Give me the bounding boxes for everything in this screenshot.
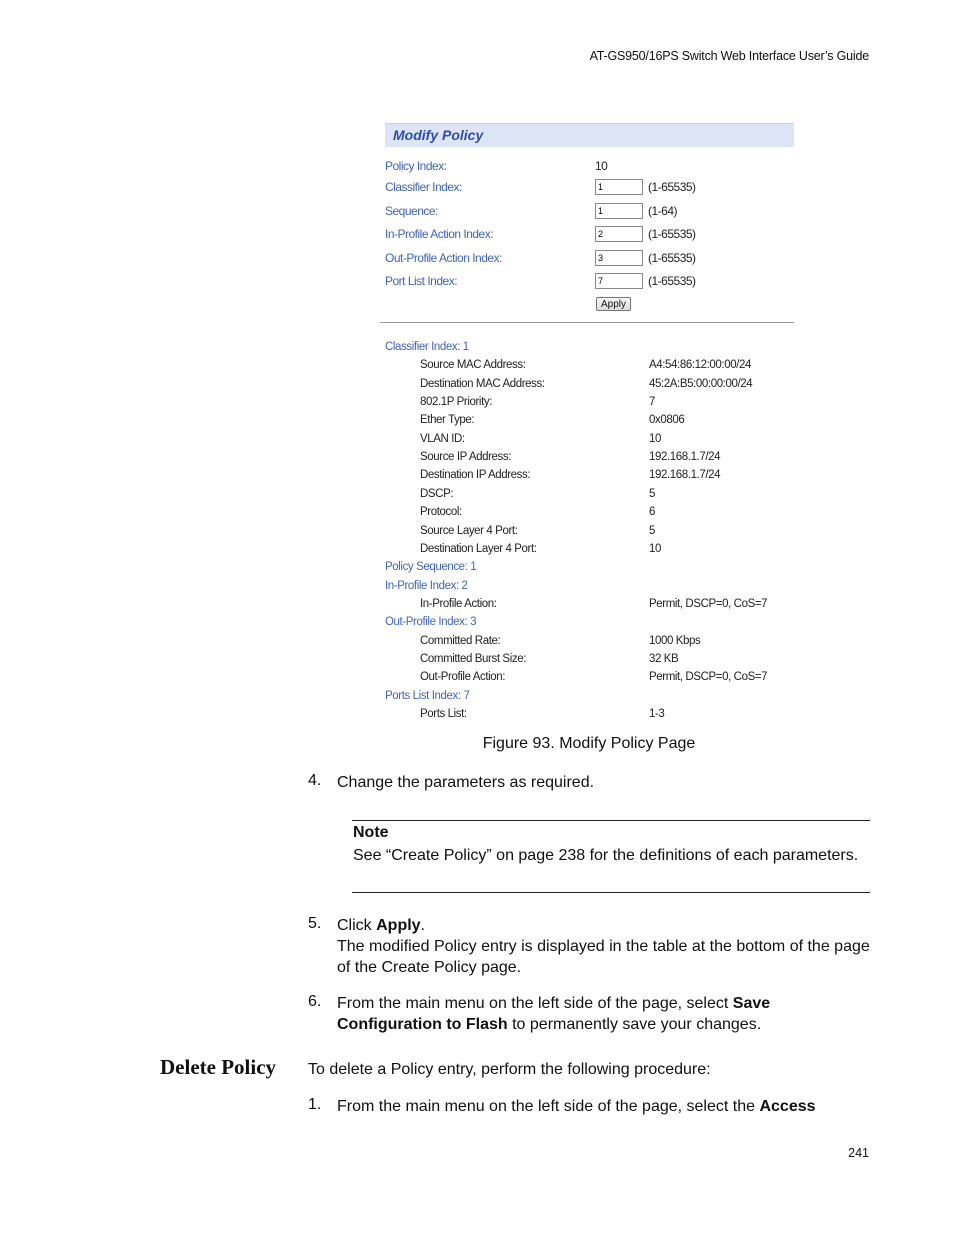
detail-value: 1000 Kbps: [649, 634, 701, 647]
port-list-index-input[interactable]: [595, 273, 643, 289]
step-5-text: [337, 915, 872, 978]
out-profile-action-index-range: (1-65535): [648, 251, 696, 265]
figure-caption: Figure 93. Modify Policy Page: [482, 735, 696, 752]
step-1-bold: Access: [759, 1098, 816, 1115]
delete-intro: To delete a Policy entry, perform the following procedure:: [308, 1061, 711, 1078]
detail-label: 802.1P Priority:: [420, 396, 493, 409]
out-profile-action-index-row: [385, 250, 696, 266]
detail-label: Committed Burst Size:: [420, 652, 526, 665]
modify-policy-screenshot: [380, 123, 794, 723]
port-list-index-row: [385, 273, 696, 289]
detail-value: 192.168.1.7/24: [649, 451, 721, 464]
step-4-number: 4.: [308, 772, 322, 789]
modify-policy-title: Modify Policy: [385, 123, 794, 147]
detail-value: 7: [649, 396, 655, 409]
port-list-index-label: Port List Index:: [385, 274, 458, 288]
detail-label: Out-Profile Action:: [420, 671, 506, 684]
step-5-number: 5.: [308, 915, 322, 932]
in-profile-action-index-range: (1-65535): [648, 227, 696, 241]
figure-divider: [380, 322, 794, 323]
classifier-index-range: (1-65535): [648, 180, 696, 194]
sequence-range: (1-64): [648, 204, 678, 218]
step-5-result: The modified Policy entry is displayed in the table at the bottom of the page of the Create Policy page.: [337, 938, 870, 976]
policy-index-label: Policy Index:: [385, 159, 447, 173]
step-5-period: .: [420, 917, 426, 934]
detail-label: VLAN ID:: [420, 432, 465, 445]
sequence-row: [385, 203, 677, 219]
step-1-number: 1.: [308, 1096, 322, 1113]
step-6-pre: From the main menu on the left side of the page, select: [337, 995, 733, 1012]
step-6-text: [337, 993, 867, 1035]
step-5-click: Click: [337, 917, 377, 934]
note-title: Note: [353, 824, 389, 841]
detail-value: 6: [649, 506, 655, 519]
detail-label: Destination MAC Address:: [420, 377, 545, 390]
note-text: See “Create Policy” on page 238 for the definitions of each parameters.: [353, 847, 859, 864]
detail-label: Source Layer 4 Port:: [420, 524, 518, 537]
detail-value: 10: [649, 432, 661, 445]
delete-policy-heading: Delete Policy: [160, 1055, 277, 1079]
detail-label: Source MAC Address:: [420, 359, 526, 372]
detail-label: Protocol:: [420, 506, 462, 519]
step-6-post: to permanently save your changes.: [507, 1016, 762, 1033]
in-profile-action-index-input[interactable]: [595, 226, 643, 242]
detail-value: 45:2A:B5:00:00:00/24: [649, 377, 753, 390]
step-6-number: 6.: [308, 993, 322, 1010]
detail-label: Ether Type:: [420, 414, 475, 427]
sequence-input[interactable]: [595, 203, 643, 219]
detail-value: 1-3: [649, 708, 665, 720]
detail-label: In-Profile Action:: [420, 597, 497, 610]
policy-index-row: [385, 158, 607, 174]
detail-value: Permit, DSCP=0, CoS=7: [649, 671, 768, 684]
detail-value: 5: [649, 487, 655, 500]
port-list-index-range: (1-65535): [648, 274, 696, 288]
detail-section-heading: Out-Profile Index: 3: [385, 616, 477, 629]
classifier-index-input[interactable]: [595, 179, 643, 195]
step-5-apply: Apply: [376, 917, 421, 934]
page-number: 241: [848, 1146, 869, 1160]
detail-section-heading: Policy Sequence: 1: [385, 561, 477, 574]
detail-value: 10: [649, 542, 661, 555]
sequence-label: Sequence:: [385, 204, 438, 218]
note-box: [352, 820, 870, 893]
detail-label: DSCP:: [420, 487, 454, 500]
out-profile-action-index-label: Out-Profile Action Index:: [385, 251, 502, 265]
step-1-pre: From the main menu on the left side of the page, select the: [337, 1098, 760, 1115]
detail-value: 192.168.1.7/24: [649, 469, 721, 482]
classifier-index-label: Classifier Index:: [385, 180, 462, 194]
detail-value: 32 KB: [649, 652, 679, 665]
classifier-index-row: [385, 179, 696, 195]
in-profile-action-index-label: In-Profile Action Index:: [385, 227, 494, 241]
apply-button[interactable]: Apply: [596, 297, 631, 311]
step-1-text: [337, 1096, 816, 1117]
detail-label: Ports List:: [420, 708, 467, 720]
running-header: AT-GS950/16PS Switch Web Interface User’s Guide: [589, 49, 869, 63]
detail-section-heading: Ports List Index: 7: [385, 689, 470, 702]
out-profile-action-index-input[interactable]: [595, 250, 643, 266]
detail-label: Committed Rate:: [420, 634, 501, 647]
in-profile-action-index-row: [385, 226, 696, 242]
detail-value: 0x0806: [649, 414, 685, 427]
detail-label: Destination IP Address:: [420, 469, 531, 482]
detail-section-heading: Classifier Index: 1: [385, 341, 469, 353]
detail-section-heading: In-Profile Index: 2: [385, 579, 468, 592]
detail-value: Permit, DSCP=0, CoS=7: [649, 597, 768, 610]
detail-label: Destination Layer 4 Port:: [420, 542, 537, 555]
detail-label: Source IP Address:: [420, 451, 512, 464]
step-4-text: Change the parameters as required.: [337, 774, 595, 791]
policy-index-value: 10: [595, 159, 608, 173]
detail-value: A4:54:86:12:00:00/24: [649, 359, 751, 372]
detail-value: 5: [649, 524, 655, 537]
step-6-bold: Save Configuration to Flash: [337, 995, 771, 1033]
